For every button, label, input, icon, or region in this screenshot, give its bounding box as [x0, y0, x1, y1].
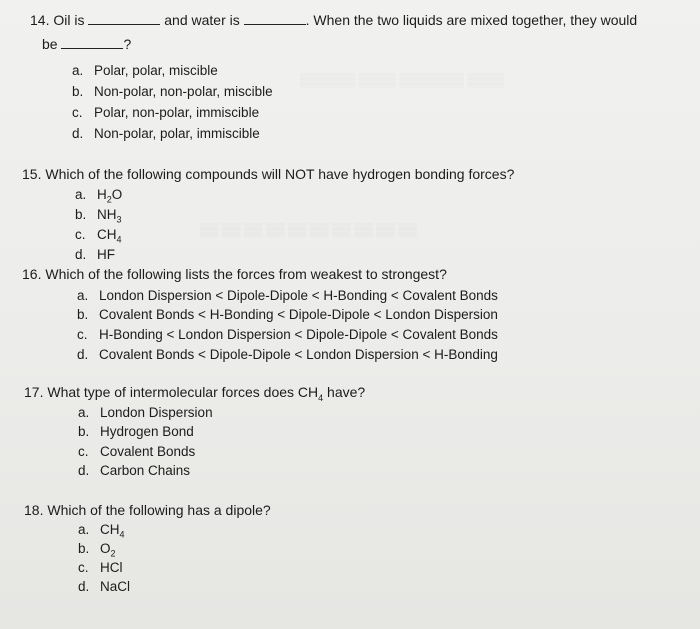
- q14-text-d: be: [42, 36, 58, 52]
- q15-option-c: c. $CH_4$: [75, 227, 122, 245]
- q14-option-d: d. Non-polar, polar, immiscible: [72, 126, 260, 141]
- q17-option-c: c. Covalent Bonds: [78, 444, 196, 459]
- q14-blank-1: [88, 12, 160, 25]
- q14-blank-2: [244, 12, 306, 25]
- q15-option-d: d. HF: [75, 247, 115, 262]
- q16-option-c: c. H-Bonding < London Dispersion < Dipole-Dipole < Covalent Bonds: [77, 327, 498, 342]
- q16-question: 16. Which of the following lists the forces from weakest to strongest?: [22, 266, 447, 282]
- q14-text-b: and water is: [164, 12, 240, 28]
- q17-question: 17. What type of intermolecular forces does $CH_4$ have?: [24, 384, 366, 403]
- q14-option-c: c. Polar, non-polar, immiscible: [72, 105, 260, 120]
- q16-option-d: d. Covalent Bonds < Dipole-Dipole < London Dispersion < H-Bonding: [77, 347, 498, 362]
- q14-text-a: Oil is: [53, 12, 85, 28]
- q14-option-b: b. Non-polar, non-polar, miscible: [72, 84, 273, 99]
- q14-line-2: [42, 36, 131, 53]
- bleed-through-text: ▒▒ ▒▒ ▒▒ ▒▒ ▒▒ ▒▒ ▒▒ ▒▒ ▒▒ ▒▒: [200, 222, 417, 237]
- q18-option-c: c. HCl: [78, 560, 123, 575]
- q14-blank-3: [61, 36, 123, 49]
- q14-option-a: a. Polar, polar, miscible: [72, 63, 218, 78]
- q14-line-1: [30, 12, 637, 29]
- q18-option-a: a. $CH_4$: [78, 522, 125, 540]
- q17-option-b: b. Hydrogen Bond: [78, 424, 194, 439]
- q14-text-c: . When the two liquids are mixed together, they would: [305, 12, 638, 28]
- q16-option-a: a. London Dispersion < Dipole-Dipole < H-Bonding < Covalent Bonds: [77, 288, 498, 303]
- q14-number: 14.: [30, 12, 50, 28]
- q15-option-b: b. $NH_3$: [75, 207, 122, 225]
- q16-option-b: b. Covalent Bonds < H-Bonding < Dipole-Dipole < London Dispersion: [77, 307, 498, 322]
- q15-question: 15. Which of the following compounds will NOT have hydrogen bonding forces?: [22, 166, 515, 182]
- bleed-through-text: ▒▒▒▒▒▒ ▒▒▒▒ ▒▒▒▒▒▒▒ ▒▒▒▒: [300, 72, 505, 87]
- q17-option-a: a. London Dispersion: [78, 405, 213, 420]
- q18-option-d: d. NaCl: [78, 579, 131, 594]
- q17-option-d: d. Carbon Chains: [78, 463, 191, 478]
- q15-option-a: a. $H_2O$: [75, 187, 123, 205]
- q18-option-b: b. $O_2$: [78, 541, 116, 559]
- q14-text-e: ?: [123, 36, 132, 52]
- q18-question: 18. Which of the following has a dipole?: [24, 502, 271, 518]
